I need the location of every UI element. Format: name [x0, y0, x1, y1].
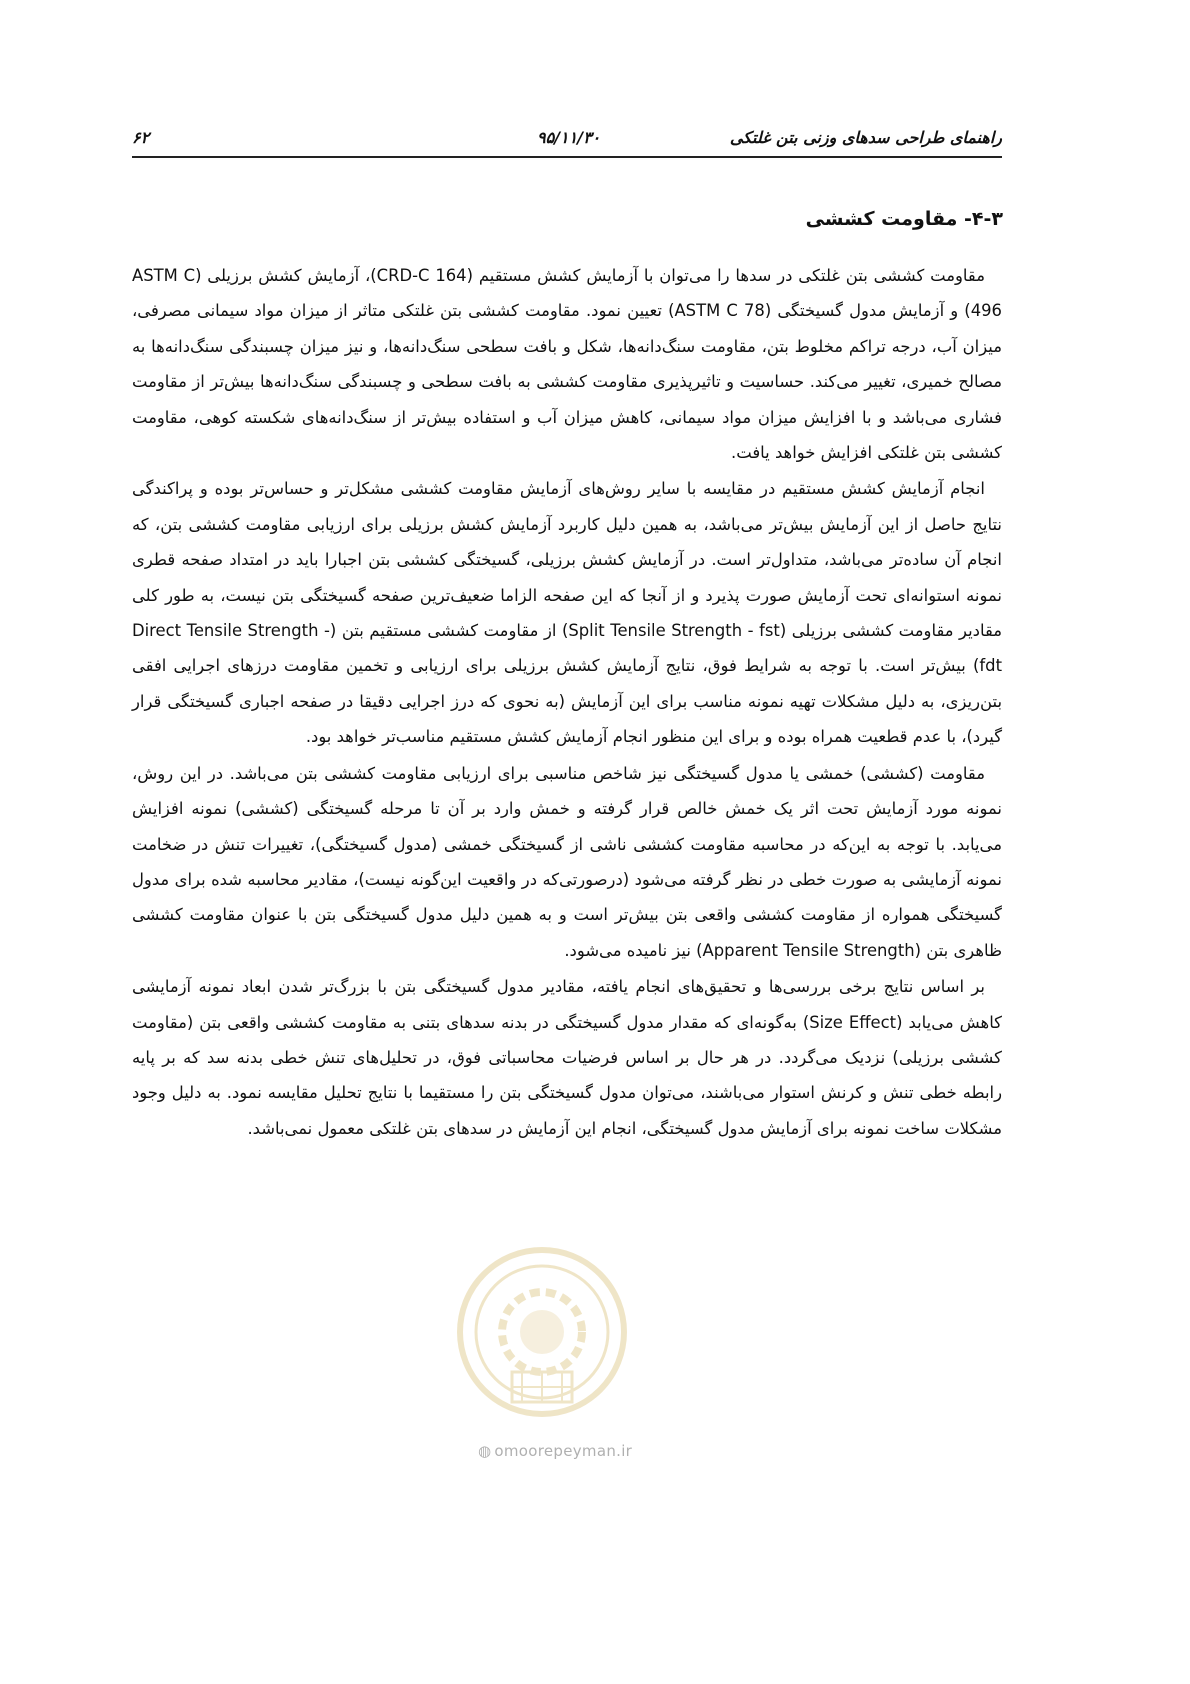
section-title: ۴-۳- مقاومت کششی: [805, 208, 1003, 230]
header-date: ۹۵/۱۱/۳۰: [537, 128, 601, 147]
paragraph-2: انجام آزمایش کشش مستقیم در مقایسه با سایر روش‌های آزمایش مقاومت کششی مشکل‌تر و حساس‌تر بوده و پراکندگی نتایج حاصل از این آزمایش بیش‌تر می‌باشد، به همین دلیل کاربرد آزمایش کشش برزیلی برای ارزیابی مقاومت کششی بتن، که انجام آن ساده‌تر می‌باشد، متداول‌تر است. در آزمایش کشش برزیلی، گسیختگی کششی بتن اجبارا باید در امتداد صفحه قطری نمونه استوانه‌ای تحت آزمایش صورت پذیرد و از آنجا که این صفحه الزاما ضعیف‌ترین صفحه گسیختگی بتن نیست، به طور کلی مقادیر مقاومت کششی برزیلی (Split Tensile Strength - fst) از مقاومت کششی مستقیم بتن (Direct Tensile Strength - fdt) بیش‌تر است. با توجه به شرایط فوق، نتایج آزمایش کشش برزیلی برای ارزیابی و تخمین مقاومت درزهای اجرایی افقی بتن‌ریزی، به دلیل مشکلات تهیه نمونه مناسب برای این آزمایش (به نحوی که درز اجرایی دقیقا در صفحه اجباری گسیختگی قرار گیرد)، با عدم قطعیت همراه بوده و برای این منظور انجام آزمایش کشش مستقیم مناسب‌تر خواهد بود.: [132, 479, 1003, 747]
globe-icon: ◍: [478, 1442, 492, 1460]
header-title: راهنمای طراحی سدهای وزنی بتن غلتکی: [729, 128, 1002, 147]
body-text: [132, 258, 1002, 1146]
watermark-site: [478, 1442, 632, 1460]
watermark-seal: [452, 1222, 632, 1442]
page-number: ۶۲: [132, 128, 150, 147]
paragraph-1: مقاومت کششی بتن غلتکی در سدها را می‌توان با آزمایش کشش مستقیم (CRD-C 164)، آزمایش کشش برزیلی (ASTM C 496) و آزمایش مدول گسیختگی (ASTM C 78) تعیین نمود. مقاومت کششی بتن غلتکی متاثر از میزان مواد سیمانی مصرفی، میزان آب، درجه تراکم مخلوط بتن، مقاومت سنگ‌دانه‌ها، شکل و بافت سطحی سنگ‌دانه‌ها، و نیز میزان چسبندگی سنگ‌دانه‌ها به مصالح خمیری، تغییر می‌کند. حساسیت و تاثیرپذیری مقاومت کششی به بافت سطحی و چسبندگی سنگ‌دانه‌ها بیش‌تر از مقاومت فشاری می‌باشد و با افزایش میزان مواد سیمانی، کاهش میزان آب و استفاده بیش‌تر از سنگ‌دانه‌های شکسته کوهی، مقاومت کششی بتن غلتکی افزایش خواهد یافت.: [132, 266, 1002, 463]
page-header: [132, 122, 1002, 158]
site-url: omoorepeyman.ir: [494, 1442, 633, 1460]
seal-logo-icon: [452, 1222, 632, 1442]
paragraph-4: بر اساس نتایج برخی بررسی‌ها و تحقیق‌های انجام یافته، مقادیر مدول گسیختگی بتن با بزرگ‌تر شدن ابعاد نمونه آزمایشی کاهش می‌یابد (Size Effect) به‌گونه‌ای که مقدار مدول گسیختگی در بدنه سدهای بتنی به مقاومت کششی واقعی بتن (مقاومت کششی برزیلی) نزدیک می‌گردد. در هر حال بر اساس فرضیات محاسباتی فوق، در تحلیل‌های تنش خطی بدنه سد که بر پایه رابطه خطی تنش و کرنش استوار می‌باشند، می‌توان مدول گسیختگی بتن را مستقیما با نتایج تحلیل مقایسه نمود. به دلیل وجود مشکلات ساخت نمونه برای آزمایش مدول گسیختگی، انجام این آزمایش در سدهای بتن غلتکی معمول نمی‌باشد.: [132, 977, 1002, 1138]
paragraph-3: مقاومت (کششی) خمشی یا مدول گسیختگی نیز شاخص مناسبی برای ارزیابی مقاومت کششی بتن می‌باشد. در این روش، نمونه مورد آزمایش تحت اثر یک خمش خالص قرار گرفته و خمش وارد بر آن تا مرحله گسیختگی (کششی) نمونه افزایش می‌یابد. با توجه به این‌که در محاسبه مقاومت کششی ناشی از گسیختگی خمشی (مدول گسیختگی)، تغییرات تنش در ضخامت نمونه آزمایشی به صورت خطی در نظر گرفته می‌شود (درصورتی‌که در واقعیت این‌گونه نیست)، مقادیر محاسبه شده برای مدول گسیختگی همواره از مقاومت کششی واقعی بتن بیش‌تر است و به همین دلیل مدول گسیختگی بتن با عنوان مقاومت کششی ظاهری بتن (Apparent Tensile Strength) نیز نامیده می‌شود.: [132, 763, 1002, 960]
